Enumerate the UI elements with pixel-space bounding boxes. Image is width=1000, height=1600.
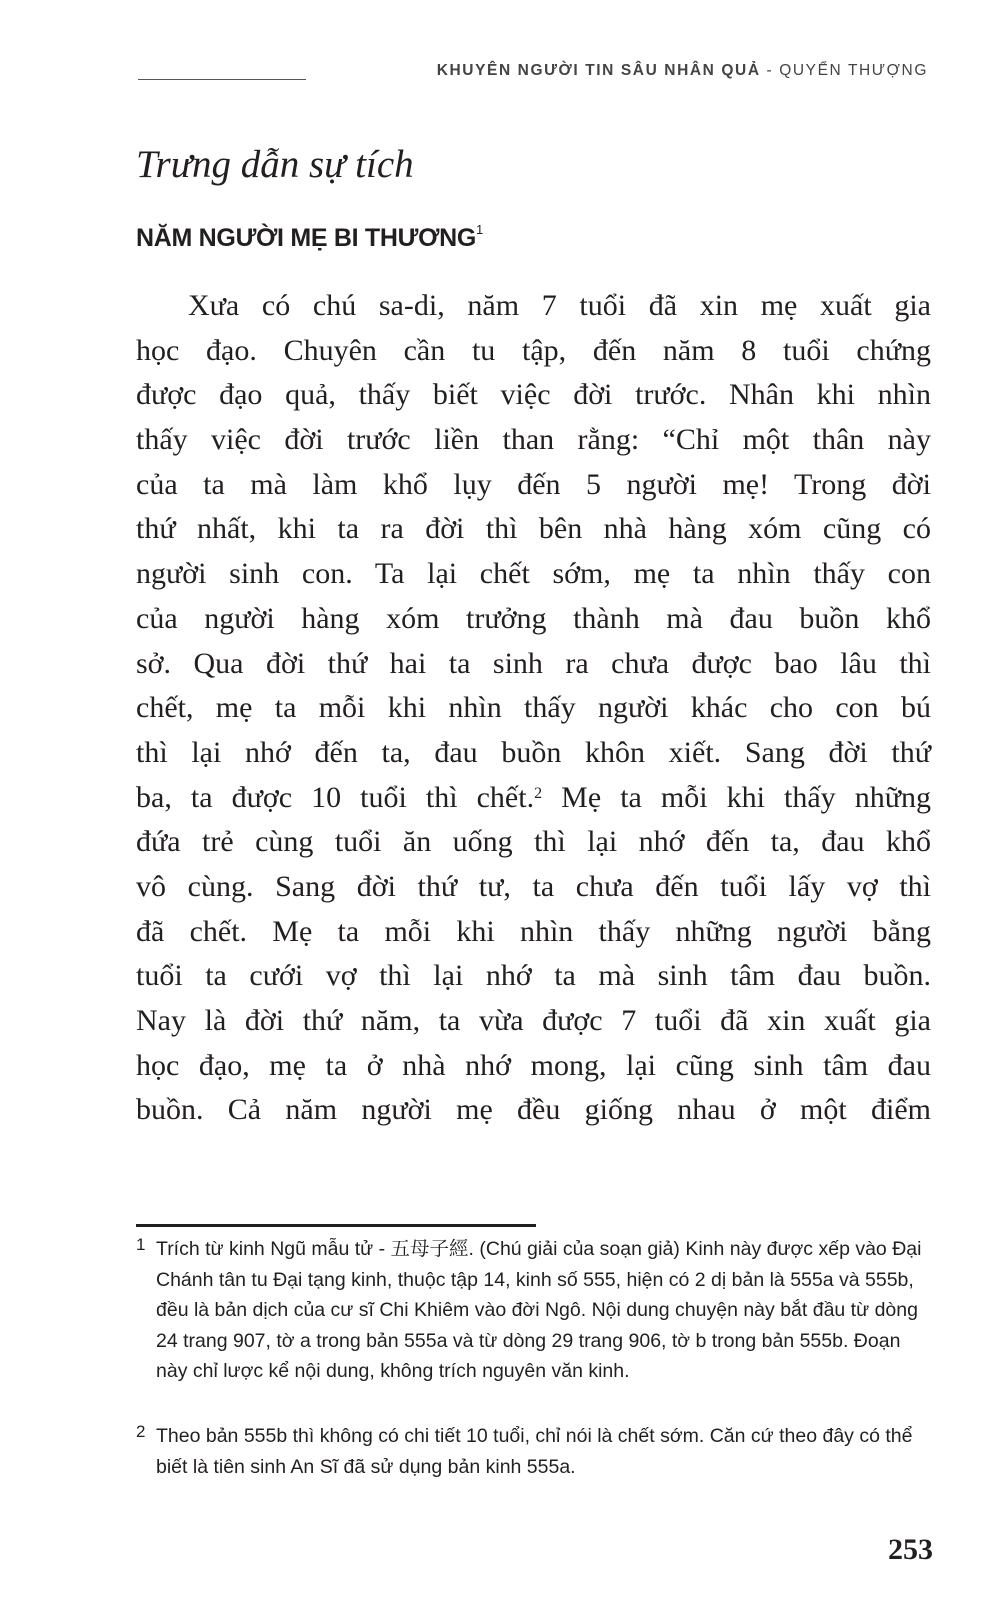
body-line: Xưa có chú sa-di, năm 7 tuổi đã xin mẹ xuất gia (188, 289, 931, 322)
body-line: đứa trẻ cùng tuổi ăn uống thì lại nhớ đến ta, đau khổ (136, 825, 931, 859)
body-line: chết, mẹ ta mỗi khi nhìn thấy người khác cho con bú (136, 691, 931, 725)
body-line: của người hàng xóm trưởng thành mà đau buồn khổ (136, 601, 931, 635)
inline-footnote-ref: 2 (534, 784, 543, 802)
header-separator: - (760, 62, 780, 79)
running-header (138, 62, 928, 86)
header-book-title: KHUYÊN NGƯỜI TIN SÂU NHÂN QUẢ (436, 62, 761, 79)
body-line: tuổi ta cưới vợ thì lại nhớ ta mà sinh tâm đau buồn. (136, 959, 931, 993)
body-line: học đạo, mẹ ta ở nhà nhớ mong, lại cũng sinh tâm đau (136, 1048, 931, 1082)
header-rule (138, 79, 306, 80)
body-line: được đạo quả, thấy biết việc đời trước. Nhân khi nhìn (136, 378, 931, 412)
body-line: ba, ta được 10 tuổi thì chết.$^2$ Mẹ ta mỗi khi thấy những (136, 780, 931, 814)
body-line: của ta mà làm khổ lụy đến 5 người mẹ! Trong đời (136, 467, 931, 501)
footnote-text: Trích từ kinh Ngũ mẫu tử - 五母子經. (Chú giải của soạn giả) Kinh này được xếp vào Đại Chánh tân tu Đại tạng kinh, thuộc tập 14, kinh số 555, hiện có 2 dị bản là 555a và 555b, đều là bản dịch của cư sĩ Chi Khiêm vào đời Ngô. Nội dung chuyện này bắt đầu từ dòng 24 trang 907, tờ a trong bản 555a và từ dòng 29 trang 906, tờ b trong bản 555b. Đoạn này chỉ lược kể nội dung, không trích nguyên văn kinh. (156, 1238, 922, 1382)
body-line: Nay là đời thứ năm, ta vừa được 7 tuổi đã xin xuất gia (136, 1004, 931, 1037)
header-text (437, 62, 928, 80)
section-title: Trưng dẫn sự tích (136, 143, 414, 186)
body-line: thứ nhất, khi ta ra đời thì bên nhà hàng xóm cũng có (136, 512, 931, 546)
story-body (136, 284, 931, 1133)
header-volume: QUYỂN THƯỢNG (779, 62, 928, 79)
footnote-divider (136, 1224, 536, 1227)
story-title (136, 224, 483, 253)
body-line: buồn. Cả năm người mẹ đều giống nhau ở một điểm (136, 1093, 931, 1127)
body-line: thì lại nhớ đến ta, đau buồn khôn xiết. Sang đời thứ (136, 735, 931, 769)
body-line: học đạo. Chuyên cần tu tập, đến năm 8 tuổi chứng (136, 333, 931, 367)
story-title-footnote-ref: 1 (476, 222, 483, 237)
body-line: vô cùng. Sang đời thứ tư, ta chưa đến tuổi lấy vợ thì (136, 869, 931, 903)
footnote-number: 1 (136, 1235, 146, 1254)
footnote-1 (136, 1234, 936, 1387)
body-line: sở. Qua đời thứ hai ta sinh ra chưa được bao lâu thì (136, 646, 931, 680)
footnote-number: 2 (136, 1422, 146, 1441)
story-title-text: NĂM NGƯỜI MẸ BI THƯƠNG (136, 224, 477, 252)
page-number: 253 (888, 1533, 933, 1566)
footnote-2 (136, 1421, 936, 1482)
footnote-text: Theo bản 555b thì không có chi tiết 10 tuổi, chỉ nói là chết sớm. Căn cứ theo đây có thể biết là tiên sinh An Sĩ đã sử dụng bản kinh 555a. (156, 1425, 913, 1478)
body-line: thấy việc đời trước liền than rằng: “Chỉ một thân này (136, 423, 931, 457)
body-line: đã chết. Mẹ ta mỗi khi nhìn thấy những người bằng (136, 914, 931, 948)
body-line: người sinh con. Ta lại chết sớm, mẹ ta nhìn thấy con (136, 557, 931, 591)
